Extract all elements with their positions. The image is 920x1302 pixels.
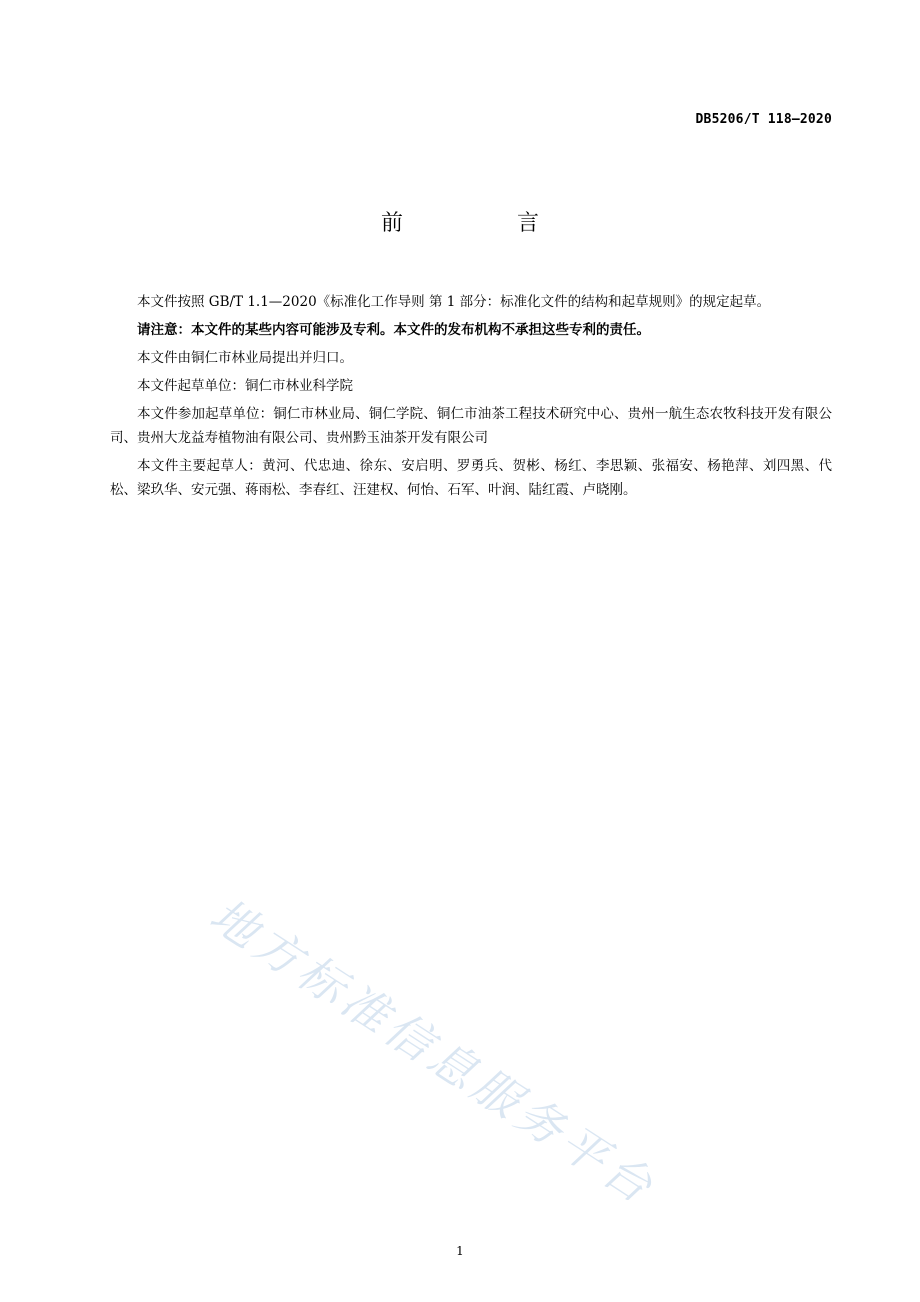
page-title: 前 言 <box>380 211 585 236</box>
document-body <box>110 290 832 506</box>
document-code: DB5206/T 118—2020 <box>695 112 832 127</box>
paragraph-participating-units: 本文件参加起草单位：铜仁市林业局、铜仁学院、铜仁市油茶工程技术研究中心、贵州一航生态农牧科技开发有限公司、贵州大龙益寿植物油有限公司、贵州黔玉油茶开发有限公司 <box>110 406 832 446</box>
paragraph-drafting-basis: 本文件按照 GB/T 1.1—2020《标准化工作导则 第 1 部分：标准化文件的结构和起草规则》的规定起草。 <box>137 294 771 310</box>
paragraph-patent-notice: 请注意：本文件的某些内容可能涉及专利。本文件的发布机构不承担这些专利的责任。 <box>137 322 650 338</box>
watermark: 地方标准信息服务平台 <box>200 887 667 1217</box>
paragraph-drafting-unit: 本文件起草单位：铜仁市林业科学院 <box>137 378 353 394</box>
paragraph-main-drafters: 本文件主要起草人：黄河、代忠迪、徐东、安启明、罗勇兵、贺彬、杨红、李思颖、张福安、杨艳萍、刘四黑、代松、梁玖华、安元强、蒋雨松、李春红、汪建权、何怡、石军、叶润、陆红霞、卢晓刚。 <box>110 458 832 498</box>
paragraph-proposer: 本文件由铜仁市林业局提出并归口。 <box>137 350 353 366</box>
page-number: 1 <box>456 1244 464 1258</box>
